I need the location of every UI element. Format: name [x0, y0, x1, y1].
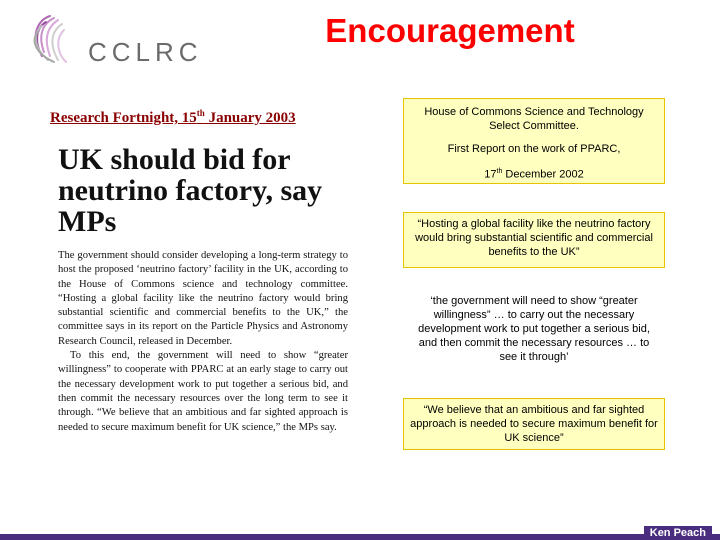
citation [50, 108, 296, 127]
article-clipping [52, 140, 350, 476]
report-committee: House of Commons Science and Technology Select Committee. [424, 106, 644, 132]
quote-box-1 [403, 212, 665, 268]
report-date-prefix: 17 [484, 168, 497, 181]
report-date [410, 165, 658, 182]
citation-sup: th [196, 108, 205, 118]
cclrc-swirl-icon [20, 8, 80, 68]
quote-box-3 [403, 398, 665, 450]
footer-bar [0, 534, 720, 540]
citation-suffix: January 2003 [204, 110, 296, 126]
page-title: Encouragement [325, 12, 575, 49]
quote-text: ‘the government will need to show “greater willingness” … to carry out the necessary development work to put together a serious bid, and then commit the necessary resources … to see it through’ [418, 295, 650, 363]
quote-text: “We believe that an ambitious and far sighted approach is needed to secure maximum benefit for UK science” [410, 404, 658, 444]
article-paragraph: To this end, the government will need to show “greater willingness” to cooperate with PPARC at an early stage to carry out the necessary development work to put together a serious bid, and then commit the necessary resources over the long term to see it through. “We believe that an ambitious and far sighted approach is needed to secure maximum benefit for UK science,” the MPs say. [58, 350, 348, 433]
citation-prefix: Research Fortnight, 15 [50, 110, 197, 126]
article-paragraph: The government should consider developing a long-term strategy to host the proposed ‘neutrino factory’ facility in the UK, according to the House of Commons science and technology committee. “Hosting a global facility like the neutrino factory would bring substantial scientific and commercial benefits to the UK,” the committee says in its report on the Particle Physics and Astronomy Research Council, released in December. [58, 250, 348, 347]
cclrc-logo [20, 8, 203, 68]
report-title: First Report on the work of PPARC, [447, 143, 621, 155]
report-date-suffix: December 2002 [502, 168, 584, 181]
footer-author: Ken Peach [644, 526, 712, 540]
article-headline: UK should bid for neutrino factory, say MPs [58, 143, 323, 238]
quote-box-2 [403, 290, 665, 370]
report-date-sup: th [496, 168, 503, 175]
quote-text: “Hosting a global facility like the neutrino factory would bring substantial scientific and commercial benefits to the UK” [415, 218, 653, 258]
cclrc-logo-text: CCLRC [88, 37, 203, 67]
article-body [58, 249, 348, 435]
report-box [403, 98, 665, 184]
